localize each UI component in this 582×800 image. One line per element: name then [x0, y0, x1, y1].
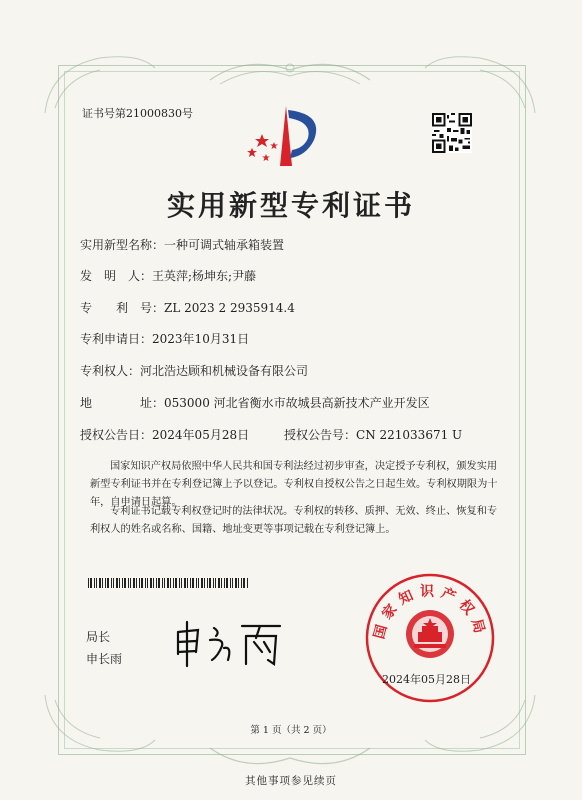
- top-ornament: [200, 50, 380, 90]
- director-title: 局长: [86, 630, 111, 644]
- certificate-title: 实用新型专利证书: [166, 189, 415, 222]
- field-label: 专 利 号：: [80, 301, 165, 315]
- field-grant-number: [284, 426, 462, 443]
- qr-code-icon: [432, 113, 472, 153]
- page-number: 第 1 页（共 2 页）: [250, 725, 332, 736]
- bottom-ornament: [200, 738, 380, 778]
- certificate-number: 证书号第21000830号: [82, 107, 193, 120]
- field-label: 专利申请日：: [80, 332, 153, 346]
- handwritten-signature: [172, 618, 292, 668]
- field-value: 2024年05月28日: [152, 428, 250, 442]
- field-value: 一种可调式轴承箱装置: [164, 238, 285, 252]
- field-grant-date: [80, 426, 249, 443]
- field-address: [80, 394, 430, 411]
- director-name: 申长雨: [86, 652, 123, 666]
- field-patent-number: [80, 299, 295, 316]
- field-label: 发 明 人：: [80, 269, 153, 283]
- field-value: 053000 河北省衡水市故城县高新技术产业开发区: [164, 396, 430, 410]
- field-label: 地 址：: [80, 396, 165, 410]
- field-value: 王英萍;杨坤东;尹藤: [152, 269, 257, 283]
- field-filing-date: [80, 330, 249, 347]
- top-right-ornament: [420, 48, 540, 118]
- barcode-icon: [88, 578, 248, 588]
- notice-paragraph-1: 国家知识产权局依照中华人民共和国专利法经过初步审查，决定授予专利权，颁发实用新型专利证书并在专利登记簿上予以登记。专利权自授权公告之日起生效。专利权期限为十年，自申请日起算。: [90, 461, 498, 508]
- field-value: CN 221033671 U: [356, 428, 463, 442]
- field-label: 实用新型名称：: [80, 238, 165, 252]
- seal-date: 2024年05月28日: [382, 673, 471, 686]
- field-value: 2023年10月31日: [152, 332, 250, 346]
- cnipa-emblem-icon: [242, 104, 324, 168]
- field-label: 授权公告日：: [80, 428, 153, 442]
- field-value: 河北浩达顾和机械设备有限公司: [140, 364, 309, 378]
- field-patentee: [80, 362, 308, 379]
- field-value: ZL 2023 2 2935914.4: [164, 301, 295, 315]
- footer-note: 其他事项参见续页: [245, 775, 337, 787]
- field-utility-model-name: [80, 236, 284, 253]
- field-inventor: [80, 267, 256, 284]
- field-label: 专利权人：: [80, 364, 141, 378]
- notice-paragraph-2: 专利证书记载专利权登记时的法律状况。专利权的转移、质押、无效、终止、恢复和专利权人的姓名或名称、国籍、地址变更等事项记载在专利登记簿上。: [90, 506, 498, 535]
- seal-text: 国家知识产权局: [371, 584, 489, 641]
- field-label: 授权公告号：: [284, 428, 357, 442]
